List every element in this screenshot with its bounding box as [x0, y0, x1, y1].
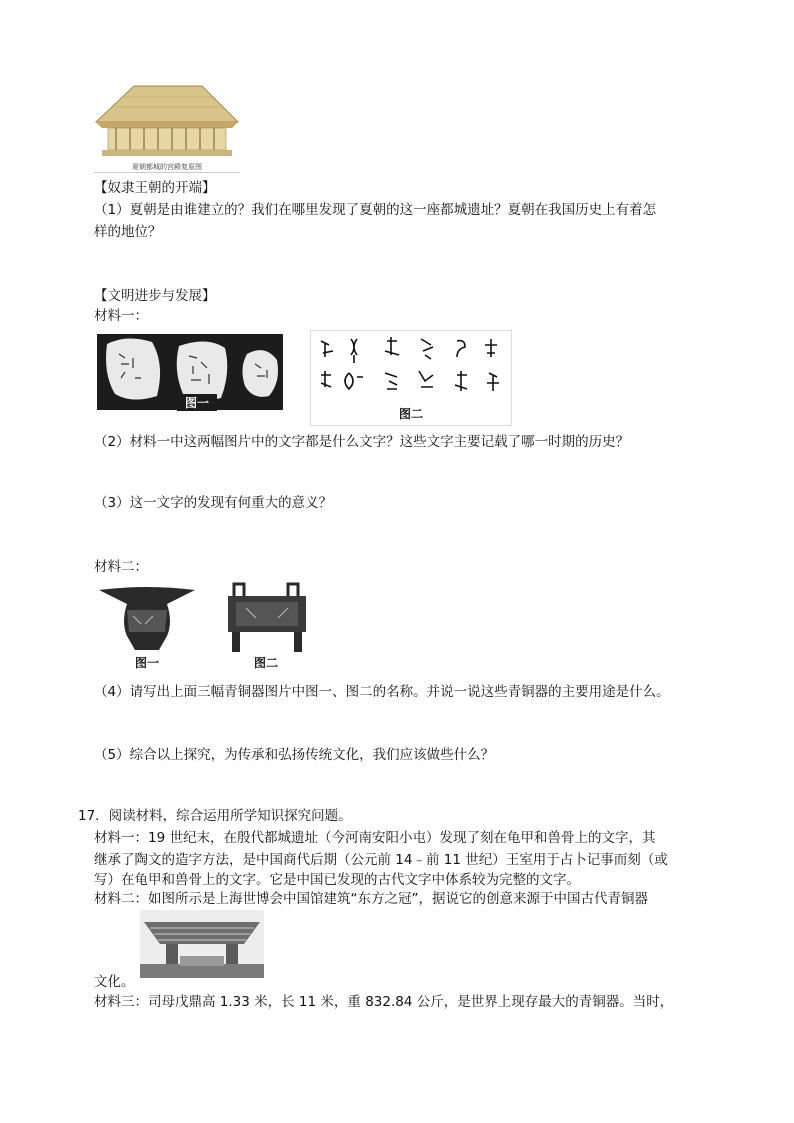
- section-heading-slave-dynasty: 【奴隶王朝的开端】: [94, 180, 216, 196]
- q17-material-3-line-1: 材料三：司母戊鼎高 1.33 米，长 11 米，重 832.84 公斤，是世界上现存最大的青铜器。当时，: [94, 994, 674, 1010]
- q17-material-2-line-2: 文化。: [94, 974, 135, 990]
- oracle-bones-figure: [97, 334, 283, 410]
- section-heading-civilization: 【文明进步与发展】: [94, 288, 216, 304]
- material-2-label: 材料二：: [94, 559, 148, 575]
- question-3: （3）这一文字的发现有何重大的意义？: [94, 495, 333, 511]
- xia-palace-figure: [94, 82, 240, 174]
- question-4: （4）请写出上面三幅青铜器图片中图一、图二的名称。并说一说这些青铜器的主要用途是什么。: [94, 684, 670, 700]
- china-pavilion-illustration: [140, 910, 264, 978]
- material-1-label: 材料一：: [94, 308, 148, 324]
- palace-caption: 夏朝都城的宫殿复原图: [132, 163, 202, 171]
- palace-illustration: [94, 82, 240, 162]
- oracle-fig-label: 图一: [177, 394, 217, 411]
- question-1-line-1: （1）夏朝是由谁建立的？我们在哪里发现了夏朝的这一座都城遗址？夏朝在我国历史上有着怎: [94, 202, 657, 218]
- bronze-vessel-1-label: 图一: [134, 656, 159, 670]
- bronze-inscription-illustration: [311, 331, 511, 411]
- q17-material-1-line-1: 材料一：19 世纪末，在殷代都城遗址（今河南安阳小屯）发现了刻在龟甲和兽骨上的文字，其: [94, 830, 656, 846]
- question-2: （2）材料一中这两幅图片中的文字都是什么文字？这些文字主要记载了哪一时期的历史？: [94, 434, 630, 450]
- bronze-ding-illustration: [222, 582, 312, 654]
- bronze-vessel-2-figure: [222, 582, 312, 672]
- q17-material-1-line-2: 继承了陶文的造字方法，是中国商代后期（公元前 14﹣前 11 世纪）王室用于占卜记事而刻（或: [94, 852, 668, 868]
- bronze-vessel-2-label: 图二: [253, 656, 278, 670]
- q17-material-1-line-3: 写）在龟甲和兽骨上的文字。它是中国已发现的古代文字中体系较为完整的文字。: [94, 872, 580, 888]
- bronze-inscription-figure: [310, 330, 512, 426]
- inscription-fig-label: 图二: [398, 407, 423, 421]
- bronze-zun-illustration: [97, 582, 197, 654]
- question-1-line-2: 样的地位？: [94, 224, 162, 240]
- caption-underline: [94, 172, 240, 173]
- bronze-vessel-1-figure: [97, 582, 197, 672]
- question-17-stem: 17．阅读材料，综合运用所学知识探究问题。: [78, 808, 352, 824]
- china-pavilion-figure: [140, 910, 264, 978]
- question-5: （5）综合以上探究，为传承和弘扬传统文化，我们应该做些什么？: [94, 747, 495, 763]
- q17-material-2-line-1: 材料二：如图所示是上海世博会中国馆建筑“东方之冠”，据说它的创意来源于中国古代青铜器: [94, 891, 648, 907]
